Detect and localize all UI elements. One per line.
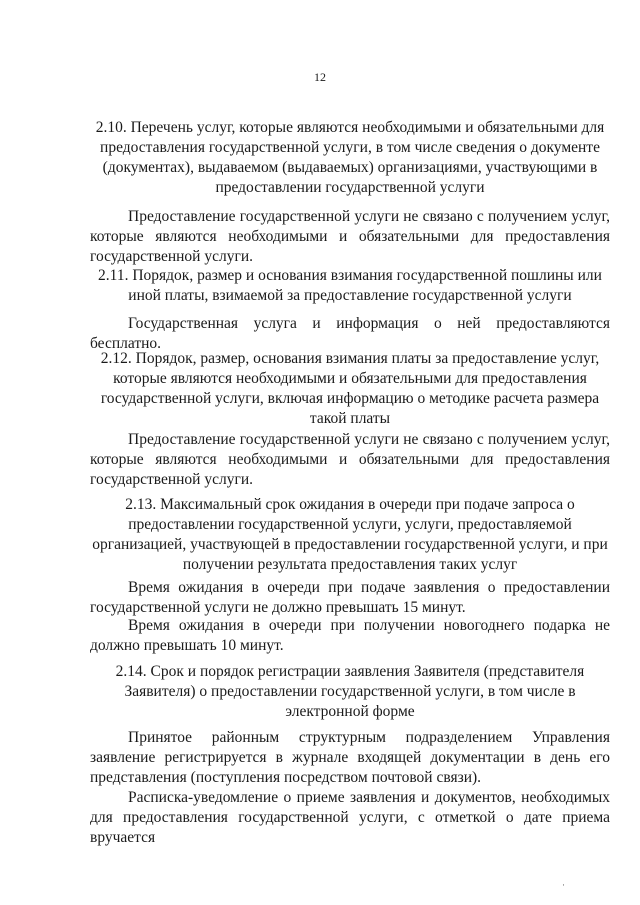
section-2-11-heading: 2.11. Порядок, размер и основания взимания государственной пошлины или иной платы, взимаемой за предоставление государственной услуги bbox=[98, 267, 602, 304]
section-2-13-paragraph-1: Время ожидания в очереди при подаче заявления о предоставлении государственной услуги не должно превышать 15 минут. bbox=[90, 579, 610, 616]
section-2-13-heading: 2.13. Максимальный срок ожидания в очереди при подаче запроса о предоставлении государственной услуги, услуги, предоставляемой организацией, участвующей в предоставлении государственной услуги, и при получении результата предоставления таких услуг bbox=[92, 496, 608, 573]
section-2-12-paragraph: Предоставление государственной услуги не связано с получением услуг, которые являются необходимыми и обязательными для предоставления государственной услуги. bbox=[90, 431, 610, 488]
section-2-13-paragraph-2: Время ожидания в очереди при получении новогоднего подарка не должно превышать 10 минут. bbox=[90, 617, 610, 654]
section-2-12-heading: 2.12. Порядок, размер, основания взимания платы за предоставление услуг, которые являются необходимыми и обязательными для предоставления государственной услуги, включая информацию о методике расчета размера такой платы bbox=[100, 350, 600, 427]
section-2-14-heading: 2.14. Срок и порядок регистрации заявления Заявителя (представителя Заявителя) о предоставлении государственной услуги, в том числе в электронной форме bbox=[115, 663, 585, 720]
section-2-14-paragraph-1: Принятое районным структурным подразделением Управления заявление регистрируется в журнале входящей документации в день его представления (поступления посредством почтовой связи). bbox=[90, 729, 610, 786]
page-number: 12 bbox=[314, 70, 326, 84]
section-2-10-paragraph: Предоставление государственной услуги не связано с получением услуг, которые являются необходимыми и обязательными для предоставления государственной услуги. bbox=[90, 208, 610, 265]
section-2-14-paragraph-2: Расписка-уведомление о приеме заявления и документов, необходимых для предоставления государственной услуги, с отметкой о дате приема вручается bbox=[90, 789, 610, 846]
section-2-11-paragraph: Государственная услуга и информация о ней предоставляются бесплатно. bbox=[90, 315, 610, 352]
scan-mark: · bbox=[562, 880, 565, 890]
section-2-10-heading: 2.10. Перечень услуг, которые являются необходимыми и обязательными для предоставления государственной услуги, в том числе сведения о документе (документах), выдаваемом (выдаваемых) организациями, участвующими в предоставлении государственной услуги bbox=[95, 119, 605, 196]
